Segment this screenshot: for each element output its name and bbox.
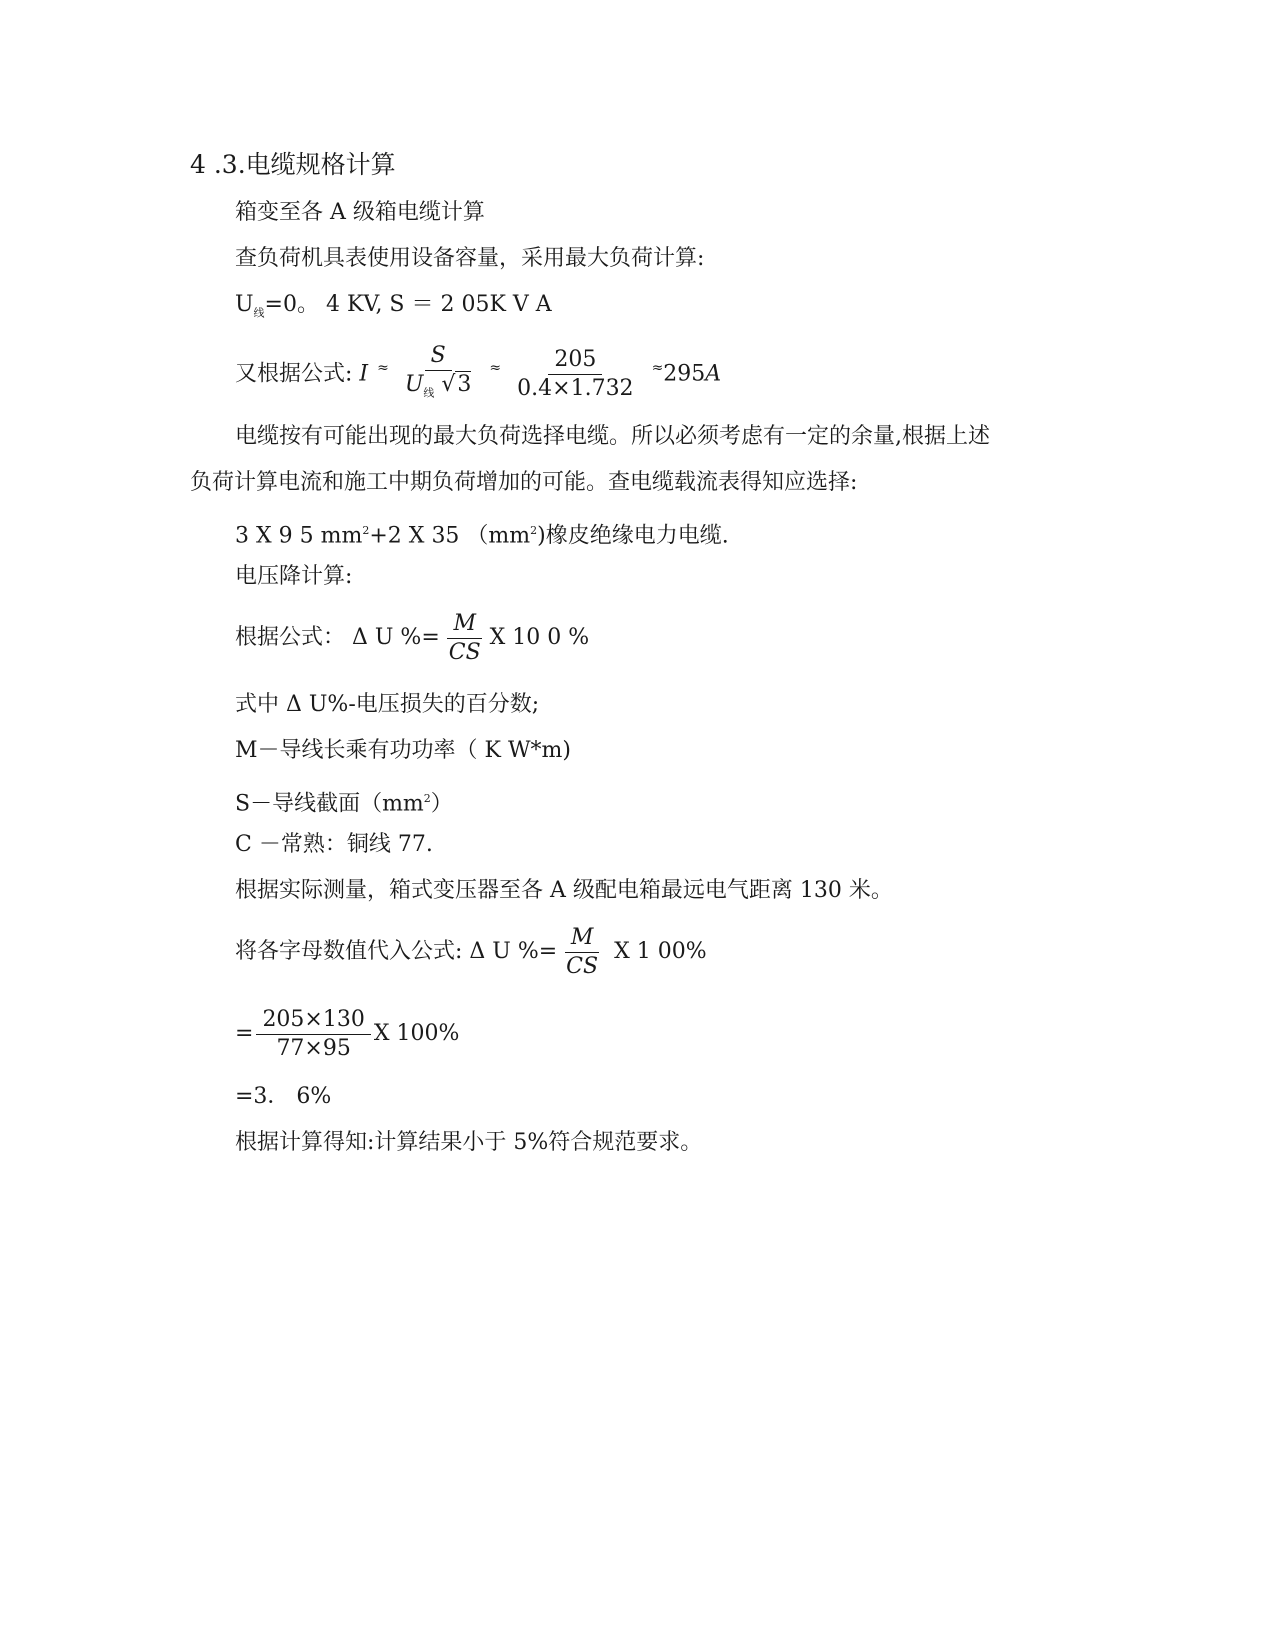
cable-spec-sup-2: 2 bbox=[530, 524, 538, 537]
current-formula bbox=[235, 338, 721, 407]
fraction-numerator-m: M bbox=[447, 610, 482, 639]
definition-s-close: ） bbox=[430, 791, 453, 817]
fraction-denominator-u-root3: $U_线$ √3 bbox=[404, 371, 472, 400]
cable-spec-sup-1: 2 bbox=[362, 524, 370, 537]
definition-s bbox=[235, 784, 453, 819]
fraction-denominator-numeric: 77×95 bbox=[276, 1035, 351, 1061]
fraction-numerator-m-2: M bbox=[565, 924, 600, 953]
paragraph-load-method: 查负荷机具表使用设备容量，采用最大负荷计算: bbox=[235, 246, 705, 271]
approx-sign-1: ≈ bbox=[377, 360, 387, 376]
definition-s-sup: 2 bbox=[423, 792, 431, 805]
definition-delta-u: 式中 Δ U%-电压损失的百分数; bbox=[235, 692, 540, 717]
measurement-paragraph: 根据实际测量，箱式变压器至各 A 级配电箱最远电气距离 130 米。 bbox=[235, 878, 893, 903]
approx-sign-2: ≈ bbox=[489, 360, 500, 376]
current-unit: A bbox=[705, 361, 722, 387]
numeric-formula-tail: X 100% bbox=[373, 1021, 460, 1046]
result-line: =3． 6% bbox=[235, 1084, 332, 1109]
cable-spec-part-b: +2 X 35 （mm bbox=[369, 523, 531, 549]
voltage-subscript: 线 bbox=[253, 306, 265, 320]
voltage-drop-title: 电压降计算: bbox=[235, 564, 353, 589]
voltage-drop-formula bbox=[235, 608, 589, 668]
fraction-denominator-cs: CS bbox=[448, 639, 481, 665]
voltage-drop-formula-tail: X 10 0 % bbox=[489, 625, 590, 650]
cable-spec-part-c: )橡皮绝缘电力电缆. bbox=[537, 523, 729, 549]
current-symbol: I bbox=[359, 361, 369, 387]
substitution-formula-tail: X 1 00% bbox=[614, 939, 707, 964]
voltage-capacity-values: =0。 4 KV, S ＝ 2 05K V A bbox=[264, 292, 552, 317]
current-result: 295 bbox=[663, 361, 706, 387]
voltage-capacity-line bbox=[235, 290, 552, 328]
denominator-u: U bbox=[404, 371, 424, 397]
substitution-formula-label: 将各字母数值代入公式: Δ U %= bbox=[235, 939, 558, 964]
paragraph-selection-a: 电缆按有可能出现的最大负荷选择电缆。所以必须考虑有一定的余量,根据上述 bbox=[235, 424, 990, 449]
fraction-m-over-cs bbox=[443, 610, 487, 667]
fraction-numeric bbox=[256, 1006, 370, 1063]
definition-s-text: S－导线截面（mm bbox=[235, 791, 424, 817]
paragraph-selection-b: 负荷计算电流和施工中期负荷增加的可能。查电缆载流表得知应选择: bbox=[190, 470, 858, 495]
fraction-205-over-product bbox=[511, 346, 639, 403]
numeric-formula bbox=[235, 1004, 459, 1064]
fraction-numerator-s: S bbox=[425, 342, 452, 371]
current-formula-label: 又根据公式: bbox=[235, 361, 353, 387]
approx-sign-3: ≈ bbox=[651, 360, 662, 376]
definition-c: C －常熟：铜线 77. bbox=[235, 832, 433, 857]
voltage-drop-formula-label: 根据公式： Δ U %= bbox=[235, 625, 440, 650]
fraction-numerator-205: 205 bbox=[548, 346, 602, 375]
numeric-formula-equals: = bbox=[235, 1021, 254, 1046]
conclusion-paragraph: 根据计算得知:计算结果小于 5%符合规范要求。 bbox=[235, 1130, 703, 1155]
fraction-m-over-cs-2 bbox=[560, 924, 604, 981]
fraction-denominator-product: 0.4×1.732 bbox=[517, 375, 634, 401]
definition-m: M－导线长乘有功功率（ K W*m) bbox=[235, 738, 572, 763]
section-heading: 4 .3.电缆规格计算 bbox=[190, 150, 396, 179]
denominator-subscript: 线 bbox=[423, 386, 435, 400]
fraction-numerator-numeric: 205×130 bbox=[256, 1006, 370, 1035]
voltage-symbol: U bbox=[235, 292, 254, 317]
fraction-denominator-cs-2: CS bbox=[566, 953, 599, 979]
substitution-formula bbox=[235, 922, 707, 982]
cable-spec-part-a: 3 X 9 5 mm bbox=[235, 523, 363, 549]
paragraph-cable-calc-intro: 箱变至各 A 级箱电缆计算 bbox=[235, 200, 485, 225]
denominator-root-value: 3 bbox=[457, 371, 472, 397]
cable-spec-line bbox=[235, 516, 729, 551]
fraction-s-over-u-root3 bbox=[399, 342, 478, 407]
